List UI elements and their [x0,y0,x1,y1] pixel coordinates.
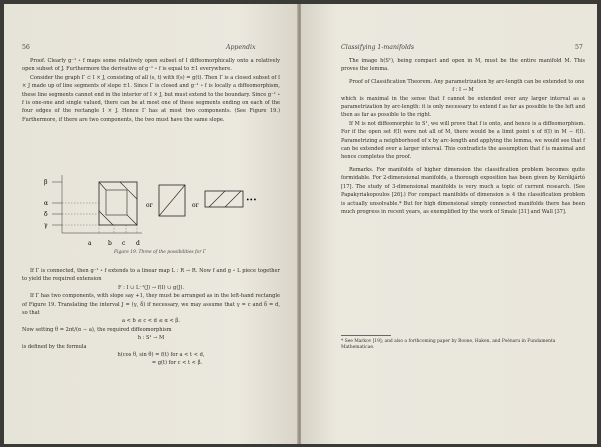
paragraph: Proof. Clearly g⁻¹ ∘ f maps some relatively open subset of I diffeomorphically onto a relatively open subset of J. Furthermore the derivative of g⁻¹ ∘ f is equal to ±1 everywhere. [22,58,280,73]
paragraph: Consider the graph Γ ⊂ I × J, consisting of all (s, t) with f(s) = g(t). Then Γ is a closed subset of I × J made up of line segments of slope ±1. Since Γ is closed and g⁻¹ ∘ f is locally a diffeomorphism, these line segments cannot end in the interior of I × J, but must extend to the boundary. Since g⁻¹ ∘ f is one-one and single valued, there can be at most one of these segments ending on each of the four edges of the rectangle I × J. Hence Γ has at most two components. (See Figure 19.) Furthermore, if there are two components, the two must have the same slope. [22,74,280,123]
right-page [301,4,597,444]
y-label-beta: β [44,179,48,186]
paragraph: Remarks. For manifolds of higher dimension the classification problem becomes quite formidable. For 2-dimensional manifolds, a thorough exposition has been given by Kerékjártó [17]. The study of 3-dimensional manifolds is very much a topic of current research. (See Papakyriakopoulos [26].) For compact manifolds of dimension ≥ 4 the classification problem is actually unsolvable.* But for high dimensional simply connected manifolds there has been much progress in recent years, as exemplified by the work of Smale [31] and Wall [37]. [341,166,585,215]
x-label-d: d [136,240,140,247]
running-head-left: Appendix [226,44,256,51]
x-label-a: a [88,240,92,247]
paragraph: Now setting θ = 2πt/(α − a), the required diffeomorphism [22,326,172,333]
paragraph: If Γ is connected, then g⁻¹ ∘ f extends to a linear map L : R → R. Now f and g ∘ L piece together to yield the required extension [22,268,280,283]
equation: a < b ≤ c < d ≤ α < β. [122,318,180,325]
paragraph: If Γ has two components, with slope say +1, they must be arranged as in the left-hand rectangle of Figure 19. Translating the interval J = (γ, δ) if necessary, we may assume that γ = c and δ = d, so that [22,293,280,317]
equation: = g(t) for c < t < β. [151,360,203,367]
running-head-right: Classifying 1-manifolds [341,44,415,51]
y-label-gamma: γ [44,222,48,229]
x-label-b: b [108,240,112,247]
y-label-alpha: α [44,200,49,207]
y-label-delta: δ [44,211,48,218]
continuation-dots: ••• [246,197,257,204]
paragraph: If M is not diffeomorphic to S¹, we will prove that f is onto, and hence is a diffeomorphism. For if the open set f(I) were not all of M, there would be a limit point x of f(I) in M − f(I). Parametrizing a neighborhood of x by arc-length and applying the lemma, we would see that f can be extended over a larger interval. This contradicts the assumption that f is maximal and hence completes the proof. [341,120,585,161]
left-text-bottom [22,267,280,368]
equation: h(cos θ, sin θ) = f(t) for a < t < d, [117,352,205,359]
equation: f : I → M [452,87,474,94]
figure-caption: Figure 19. Three of the possibilities for Γ [114,250,206,255]
or-label-1: or [146,202,153,209]
or-label-2: or [192,202,199,209]
right-text [341,57,585,216]
equation: h : S¹ → M [137,335,165,342]
footnote: * See Markov [19]; and also a forthcoming paper by Boone, Haken, and Poénaru in Fundamenta Mathematicae. [341,339,556,351]
page-number-left: 56 [22,44,30,51]
figure-19 [42,171,282,249]
paragraph: Proof of Classification Theorem. Any parametrization by arc-length can be extended to one [349,78,585,85]
footnote-rule [341,335,391,336]
paragraph: is defined by the formula [22,343,87,350]
page-number-right: 57 [575,44,583,51]
paragraph: The image h(S¹), being compact and open in M, must be the entire manifold M. This proves the lemma. [341,58,585,73]
left-text-top [22,57,280,124]
x-label-c: c [122,240,126,247]
paragraph: which is maximal in the sense that f cannot be extended over any larger interval as a parametrization by arc-length: it is only necessary to extend f as far as possible to the left and then as far as possible to the right. [341,95,585,119]
left-page [4,4,298,444]
equation: F : I ∪ L⁻¹(J) → f(I) ∪ g(J). [118,284,184,291]
